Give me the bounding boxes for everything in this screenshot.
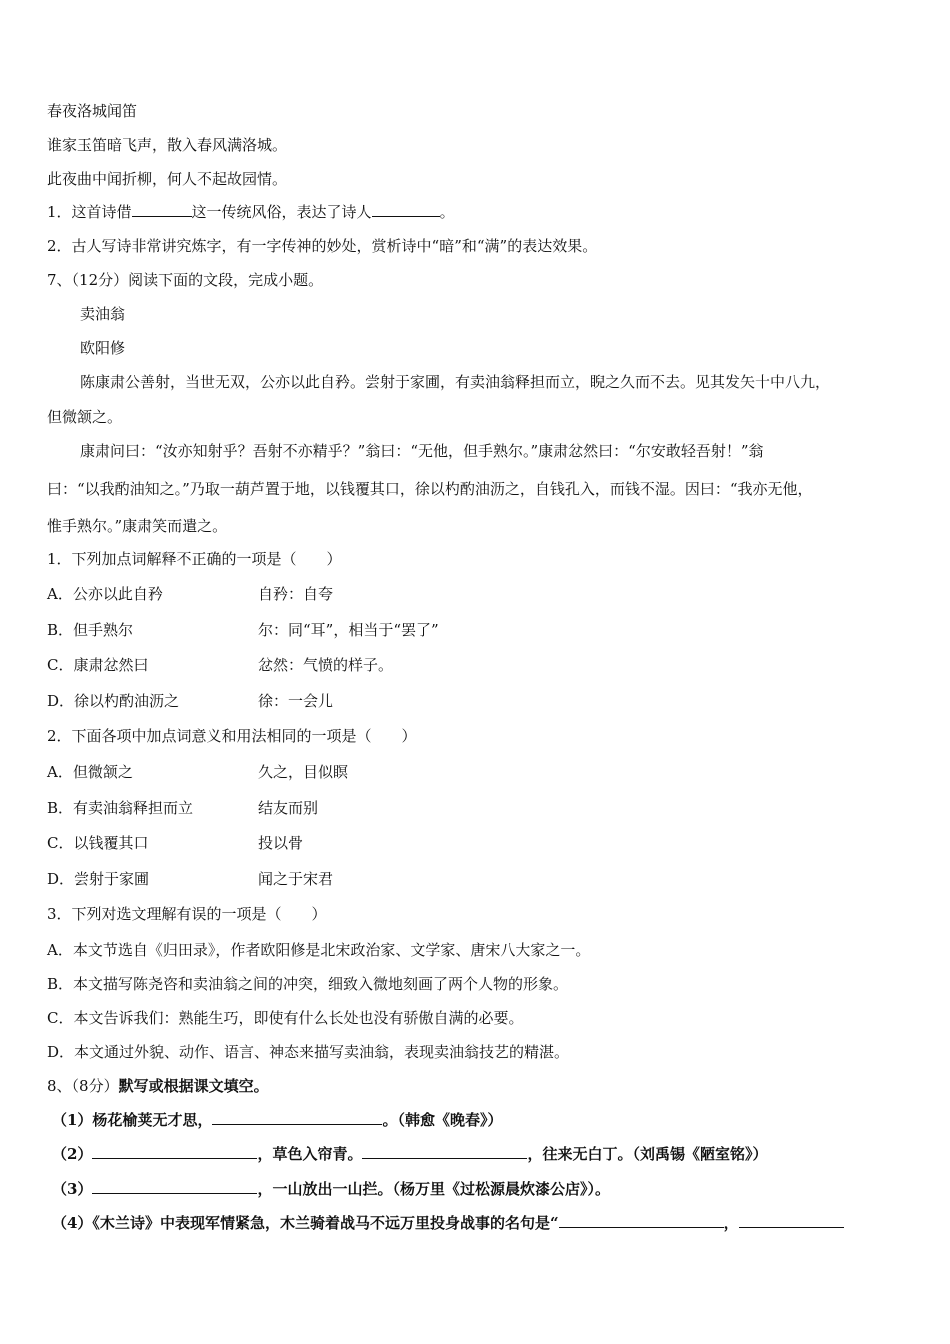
q8-item-3 [52, 1179, 610, 1199]
sub3-option-b[interactable]: B．本文描写陈尧咨和卖油翁之间的冲突，细致入微地刻画了两个人物的形象。 [47, 975, 569, 993]
q8-item-3-suffix: ，一山放出一山拦。（杨万里《过松源晨炊漆公店》）。 [257, 1180, 610, 1198]
poem-line-1: 谁家玉笛暗飞声，散入春风满洛城。 [47, 136, 288, 154]
poem-question-1 [47, 202, 455, 222]
q8-item-3-prefix: （3） [52, 1180, 93, 1198]
poem-title: 春夜洛城闻笛 [47, 102, 138, 120]
poem-q1-suffix: 。 [439, 203, 455, 221]
passage-author: 欧阳修 [80, 339, 126, 357]
sub1-question: 1．下列加点词解释不正确的一项是（ ） [47, 550, 342, 568]
q8-item-1-prefix: （1）杨花榆荚无才思， [52, 1111, 213, 1129]
sub2-option-d-compare: 闻之于宋君 [258, 870, 334, 888]
sub2-option-c[interactable]: C．以钱覆其口 [47, 834, 149, 852]
sub3-option-d[interactable]: D．本文通过外貌、动作、语言、神态来描写卖油翁，表现卖油翁技艺的精湛。 [47, 1043, 570, 1061]
passage-para2-line2: 曰：“以我酌油知之。”乃取一葫芦置于地，以钱覆其口，徐以杓酌油沥之，自钱孔入，而钱不湿。因曰：“我亦无他， [47, 480, 813, 498]
q8-header-prefix: 8、（8分） [47, 1077, 119, 1095]
sub1-option-b[interactable]: B．但手熟尔 [47, 621, 134, 639]
poem-q1-blank-1[interactable] [132, 202, 192, 217]
sub2-option-a-compare: 久之，目似瞑 [258, 763, 349, 781]
sub3-option-a[interactable]: A．本文节选自《归田录》，作者欧阳修是北宋政治家、文学家、唐宋八大家之一。 [47, 941, 591, 959]
q8-item-4-blank-2[interactable] [739, 1213, 844, 1228]
sub1-option-b-gloss: 尔：同“耳”，相当于“罢了” [258, 621, 439, 639]
passage-para1-line2: 但微颔之。 [47, 408, 123, 426]
poem-q1-prefix: 1．这首诗借 [47, 203, 132, 221]
q8-item-2-blank-1[interactable] [92, 1144, 257, 1159]
sub3-question: 3．下列对选文理解有误的一项是（ ） [47, 905, 327, 923]
q8-header [47, 1076, 269, 1096]
q8-item-1-suffix: 。（韩愈《晚春》） [382, 1111, 503, 1129]
q8-item-4-mid: ， [723, 1214, 739, 1232]
sub1-option-c-gloss: 忿然：气愤的样子。 [258, 656, 394, 674]
sub1-option-c[interactable]: C．康肃忿然曰 [47, 656, 149, 674]
poem-line-2: 此夜曲中闻折柳，何人不起故园情。 [47, 170, 288, 188]
q8-item-2-blank-2[interactable] [362, 1144, 527, 1159]
q8-item-4 [52, 1213, 844, 1233]
sub1-option-a[interactable]: A．公亦以此自矜 [47, 585, 163, 603]
q8-item-1 [52, 1110, 502, 1130]
sub1-option-d-gloss: 徐：一会儿 [258, 692, 334, 710]
sub2-option-d[interactable]: D．尝射于家圃 [47, 870, 150, 888]
q8-item-4-blank-1[interactable] [559, 1213, 724, 1228]
q8-item-1-blank[interactable] [212, 1110, 382, 1125]
sub2-option-b[interactable]: B．有卖油翁释担而立 [47, 799, 194, 817]
q8-item-2-mid: ，草色入帘青。 [257, 1145, 363, 1163]
sub2-option-b-compare: 结友而别 [258, 799, 319, 817]
q8-item-2-suffix: ，往来无白丁。（刘禹锡《陋室铭》） [527, 1145, 768, 1163]
poem-q1-mid: 这一传统风俗，表达了诗人 [191, 203, 372, 221]
poem-question-2: 2．古人写诗非常讲究炼字，有一字传神的妙处，赏析诗中“暗”和“满”的表达效果。 [47, 237, 598, 255]
sub1-option-d[interactable]: D．徐以杓酌油沥之 [47, 692, 180, 710]
passage-para2-line3: 惟手熟尔。”康肃笑而遣之。 [47, 517, 228, 535]
sub2-option-c-compare: 投以骨 [258, 834, 304, 852]
q7-header: 7、（12分）阅读下面的文段，完成小题。 [47, 271, 324, 289]
passage-para2-line1: 康肃问曰：“汝亦知射乎？吾射不亦精乎？”翁曰：“无他，但手熟尔。”康肃忿然曰：“尔安敢轻吾射！”翁 [80, 442, 764, 460]
sub2-question: 2．下面各项中加点词意义和用法相同的一项是（ ） [47, 727, 417, 745]
q8-item-4-prefix: （4）《木兰诗》中表现军情紧急，木兰骑着战马不远万里投身战事的名句是“ [52, 1214, 559, 1232]
poem-q1-blank-2[interactable] [372, 202, 440, 217]
q8-item-2 [52, 1144, 767, 1164]
sub2-option-a[interactable]: A．但微颔之 [47, 763, 133, 781]
passage-para1-line1: 陈康肃公善射，当世无双，公亦以此自矜。尝射于家圃，有卖油翁释担而立，睨之久而不去。见其发矢十中八九， [80, 373, 831, 391]
q8-item-2-prefix: （2） [52, 1145, 93, 1163]
passage-title: 卖油翁 [80, 305, 126, 323]
q8-item-3-blank[interactable] [92, 1179, 257, 1194]
sub1-option-a-gloss: 自矜：自夸 [258, 585, 334, 603]
q8-header-instruction: 默写或根据课文填空。 [118, 1077, 269, 1095]
sub3-option-c[interactable]: C．本文告诉我们：熟能生巧，即使有什么长处也没有骄傲自满的必要。 [47, 1009, 524, 1027]
